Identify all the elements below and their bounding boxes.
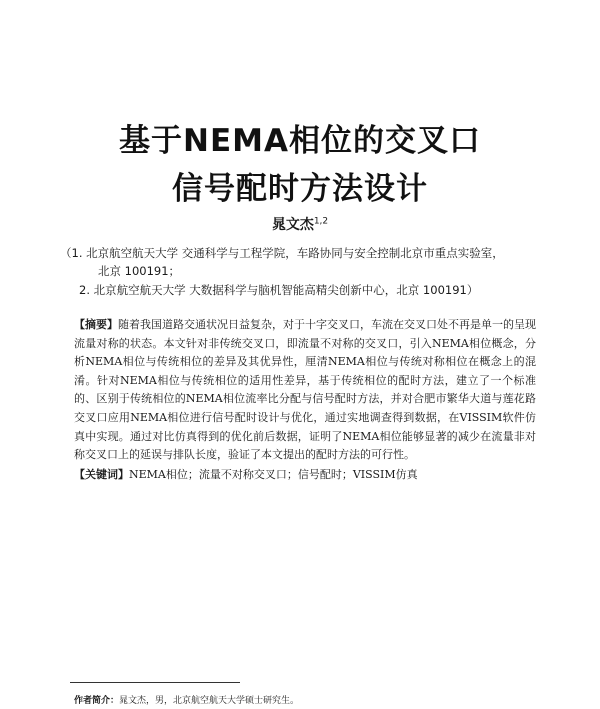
keywords-text: NEMA相位；流量不对称交叉口；信号配时；VISSIM仿真 (129, 468, 418, 481)
affiliation-2: 2. 北京航空航天大学 大数据科学与脑机智能高精尖创新中心，北京 100191） (79, 283, 479, 297)
affiliation-1-line-2: 北京 100191； (98, 264, 181, 278)
author-footnote (74, 693, 299, 706)
affiliation-1-line-1: （1. 北京航空航天大学 交通科学与工程学院，车路协同与安全控制北京市重点实验室， (60, 246, 504, 260)
keywords (74, 466, 536, 484)
abstract-label: 【摘要】 (74, 318, 118, 331)
author-name: 晁文杰 (271, 217, 314, 233)
footnote-label: 作者简介： (74, 696, 120, 706)
footnote-divider (70, 682, 240, 683)
abstract-text: 随着我国道路交通状况日益复杂，对于十字交叉口，车流在交叉口处不再是单一的呈现流量对称的状态。本文针对非传统交叉口，即流量不对称的交叉口，引入NEMA相位概念，分析NEMA相位与传统相位的差异及其优异性，厘清NEMA相位与传统对称相位在概念上的混淆。针对NEMA相位与传统相位的适用性差异，基于传统相位的配时方法，建立了一个标准的、区别于传统相位的NEMA相位流率比分配与信号配时方法，并对合肥市繁华大道与莲花路交叉口应用NEMA相位进行信号配时设计与优化，通过实地调查得到数据，在VISSIM软件仿真中实现。通过对比仿真得到的优化前后数据，证明了NEMA相位能够显著的减少在流量非对称交叉口上的延误与排队长度，验证了本文提出的配时方法的可行性。 (74, 318, 536, 462)
abstract (74, 316, 536, 465)
footnote-text: 晁文杰，男，北京航空航天大学硕士研究生。 (119, 696, 300, 706)
paper-title-line-1: 基于NEMA相位的交叉口 (119, 123, 481, 159)
paper-title-line-2: 信号配时方法设计 (172, 171, 428, 207)
author-affiliation-marks: 1,2 (313, 216, 329, 227)
author (0, 214, 600, 234)
keywords-label: 【关键词】 (74, 468, 129, 481)
